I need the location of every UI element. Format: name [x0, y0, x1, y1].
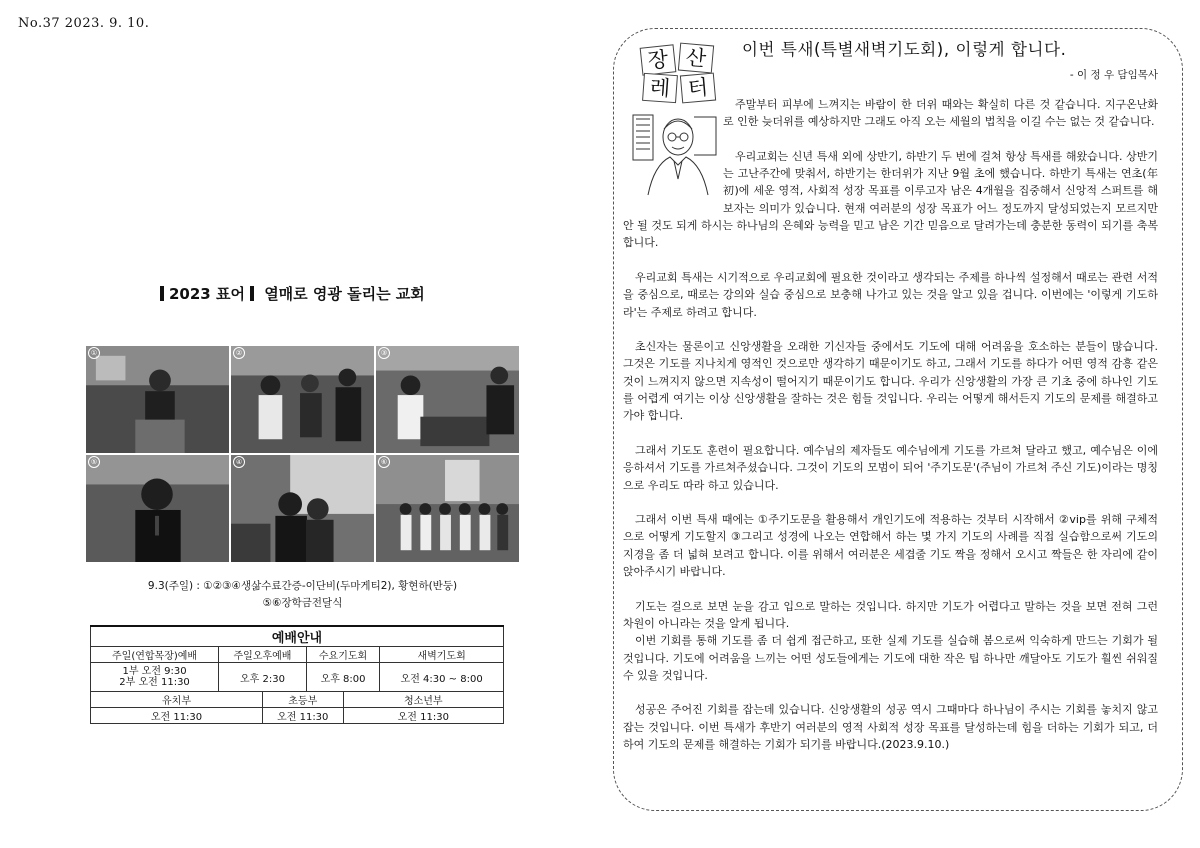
badge-char: 산	[678, 43, 714, 74]
photo-6	[375, 454, 520, 563]
worship-time: 오후 8:00	[306, 663, 379, 692]
photo-2	[230, 345, 375, 454]
photo-5	[85, 454, 230, 563]
worship-table-title: 예배안내	[91, 626, 504, 647]
motto-year: 2023 표어	[169, 285, 245, 303]
letter-paragraph: 우리교회는 신년 특새 외에 상반기, 하반기 두 번에 걸쳐 항상 특새를 해왔습니다. 상반기는 고난주간에 맞춰서, 하반기는 한더위가 지난 9월 초에 했습니다. 하반기 특새는 연초(年初)에 세운 영적, 사회적 성장 목표를 이루고자 남은 4개월을 집중해서 신앙적 스퍼트를 해 보자는 의미가 있습니다. 현재 여러분의 성장 목표가 어느 정도까지 달성되었는지 모르지만 안 될 것도 되게 하시는 하나님의 은혜와 능력을 믿고 남은 기간 믿음으로 달려가는데 충분한 동력이 되기를 축복합니다.	[623, 149, 1158, 250]
photo-4	[230, 454, 375, 563]
photo-3	[375, 345, 520, 454]
photo-image	[376, 346, 519, 453]
letter-paragraph: 우리교회 특새는 시기적으로 우리교회에 필요한 것이라고 생각되는 주제를 하나씩 설정해서 때로는 관련 서적을 중심으로, 때로는 강의와 실습 중심으로 보충해 나가고 있는 것을 알고 있을 겁니다. 이번에는 '이렇게 기도하라'는 주제로 하려고 합니다.	[623, 270, 1158, 319]
photo-image	[231, 455, 374, 562]
department-time: 오전 11:30	[343, 708, 503, 724]
photo-image	[231, 346, 374, 453]
letter-paragraph: 기도는 걸으로 보면 눈을 감고 입으로 말하는 것입니다. 하지만 기도가 어렵다고 말하는 것을 보면 전혀 그런 차원이 아니라는 것을 알게 됩니다.	[623, 599, 1158, 630]
caption-line-2: ⑤⑥장학금전달식	[262, 597, 343, 609]
photo-image	[86, 346, 229, 453]
department-header: 유치부	[91, 692, 263, 708]
motto-text: 열매로 영광 돌리는 교회	[264, 285, 425, 303]
department-header: 초등부	[262, 692, 343, 708]
badge-char: 레	[642, 73, 678, 103]
department-time: 오전 11:30	[262, 708, 343, 724]
letter-paragraph: 그래서 기도도 훈련이 필요합니다. 예수님의 제자들도 예수님에게 기도를 가르쳐 달라고 했고, 예수님은 이에 응하셔서 기도를 가르쳐주셨습니다. 그것이 기도의 모범이 되어 '주기도문'(주님이 가르쳐 주신 기도)이라는 명칭으로 우리도 따라 하고 있습니다.	[623, 443, 1158, 492]
worship-header: 주일(연합목장)예배	[91, 647, 219, 663]
column-badge	[637, 44, 719, 100]
worship-header: 새벽기도회	[380, 647, 504, 663]
department-header: 청소년부	[343, 692, 503, 708]
department-time: 오전 11:30	[91, 708, 263, 724]
worship-time: 오전 4:30 ~ 8:00	[380, 663, 504, 692]
worship-time: 오후 2:30	[219, 663, 307, 692]
motto-marker	[160, 286, 164, 301]
badge-char: 터	[680, 73, 716, 104]
photo-image	[86, 455, 229, 562]
letter-title: 이번 특새(특별새벽기도회), 이렇게 합니다.	[742, 40, 1067, 59]
worship-time-line: 1부 오전 9:30	[122, 666, 187, 677]
photo-caption	[85, 578, 520, 612]
worship-header: 수요기도회	[306, 647, 379, 663]
photo-number: ⑤	[88, 456, 100, 468]
letter-paragraph: 그래서 이번 특새 때에는 ①주기도문을 활용해서 개인기도에 적용하는 것부터 시작해서 ②vip를 위해 구체적으로 어떻게 기도할지 ③그리고 성경에 나오는 연합해서 하는 몇 가지 기도의 사례를 직접 실습함으로써 기도의 지경을 좀 더 넓혀 보려고 합니다. 이를 위해서 여러분은 세겹줄 기도 짝을 정해서 오시고 짝들은 한 자리에 같이 앉아주시기 바랍니다.	[623, 513, 1158, 579]
letter-author: - 이 정 우 담임목사	[1069, 69, 1158, 81]
yearly-motto	[155, 283, 425, 304]
badge-char: 장	[640, 44, 677, 75]
photo-image	[376, 455, 519, 562]
worship-time-line: 2부 오전 11:30	[119, 677, 190, 688]
worship-time	[91, 663, 219, 692]
issue-number: No.37 2023. 9. 10.	[18, 16, 150, 31]
photo-number: ③	[378, 347, 390, 359]
photo-number: ②	[233, 347, 245, 359]
photo-grid	[85, 345, 520, 563]
letter-paragraph: 성공은 주어진 기회를 잡는데 있습니다. 신앙생활의 성공 역시 그때마다 하나님이 주시는 기회를 놓치지 않고 잡는 것입니다. 이번 특새가 후반기 여러분의 영적 사회적 성장 목표를 달성하는데 힘을 더하는 기회가 되고, 더하여 기도의 문제를 해결하는 기회가 되기를 바랍니다.(2023.9.10.)	[623, 703, 1158, 751]
worship-schedule-table	[90, 625, 504, 724]
photo-1	[85, 345, 230, 454]
caption-line-1: 9.3(주일) : ①②③④생삶수료간증-이단비(두마게티2), 황현하(반둥)	[147, 580, 458, 592]
photo-number: ⑥	[378, 456, 390, 468]
motto-marker	[250, 286, 254, 301]
photo-number: ④	[233, 456, 245, 468]
letter-paragraph: 주말부터 피부에 느껴지는 바람이 한 더위 때와는 확실히 다른 것 같습니다. 지구온난화로 인한 늦더위를 예상하지만 그래도 아직 오는 세월의 법칙을 이길 수는 없는 것 같습니다.	[723, 98, 1158, 129]
letter-body	[623, 96, 1158, 771]
letter-paragraph: 이번 기회를 통해 기도를 좀 더 쉽게 접근하고, 또한 실제 기도를 실습해 봄으로써 익숙하게 만드는 기회가 될 것입니다. 기도에 어려움을 느끼는 어떤 성도들에게는 기도에 대한 작은 팁 하나만 깨달아도 기도가 훨씬 쉬워질 수 있을 것입니다.	[623, 634, 1158, 682]
photo-number: ①	[88, 347, 100, 359]
sketch-spacer	[623, 96, 723, 200]
worship-header: 주일오후예배	[219, 647, 307, 663]
letter-paragraph: 초신자는 물론이고 신앙생활을 오래한 기신자들 중에서도 기도에 대해 어려움을 호소하는 분들이 많습니다. 그것은 기도를 지나치게 영적인 것으로만 생각하기 때문이기도 하고, 그래서 기도를 하다가 어떤 영적 감흥 같은 것이 느껴지지 않으면 지속성이 떨어지기 때문이기도 합니다. 우리가 신앙생활의 가장 큰 기초 중에 하나인 기도를 어렵게 여기는 이상 신앙생활을 잘하는 것은 힘들 것입니다. 우리는 어떻게 해서든지 기도의 문제를 해결하고 가야 합니다.	[623, 340, 1158, 423]
